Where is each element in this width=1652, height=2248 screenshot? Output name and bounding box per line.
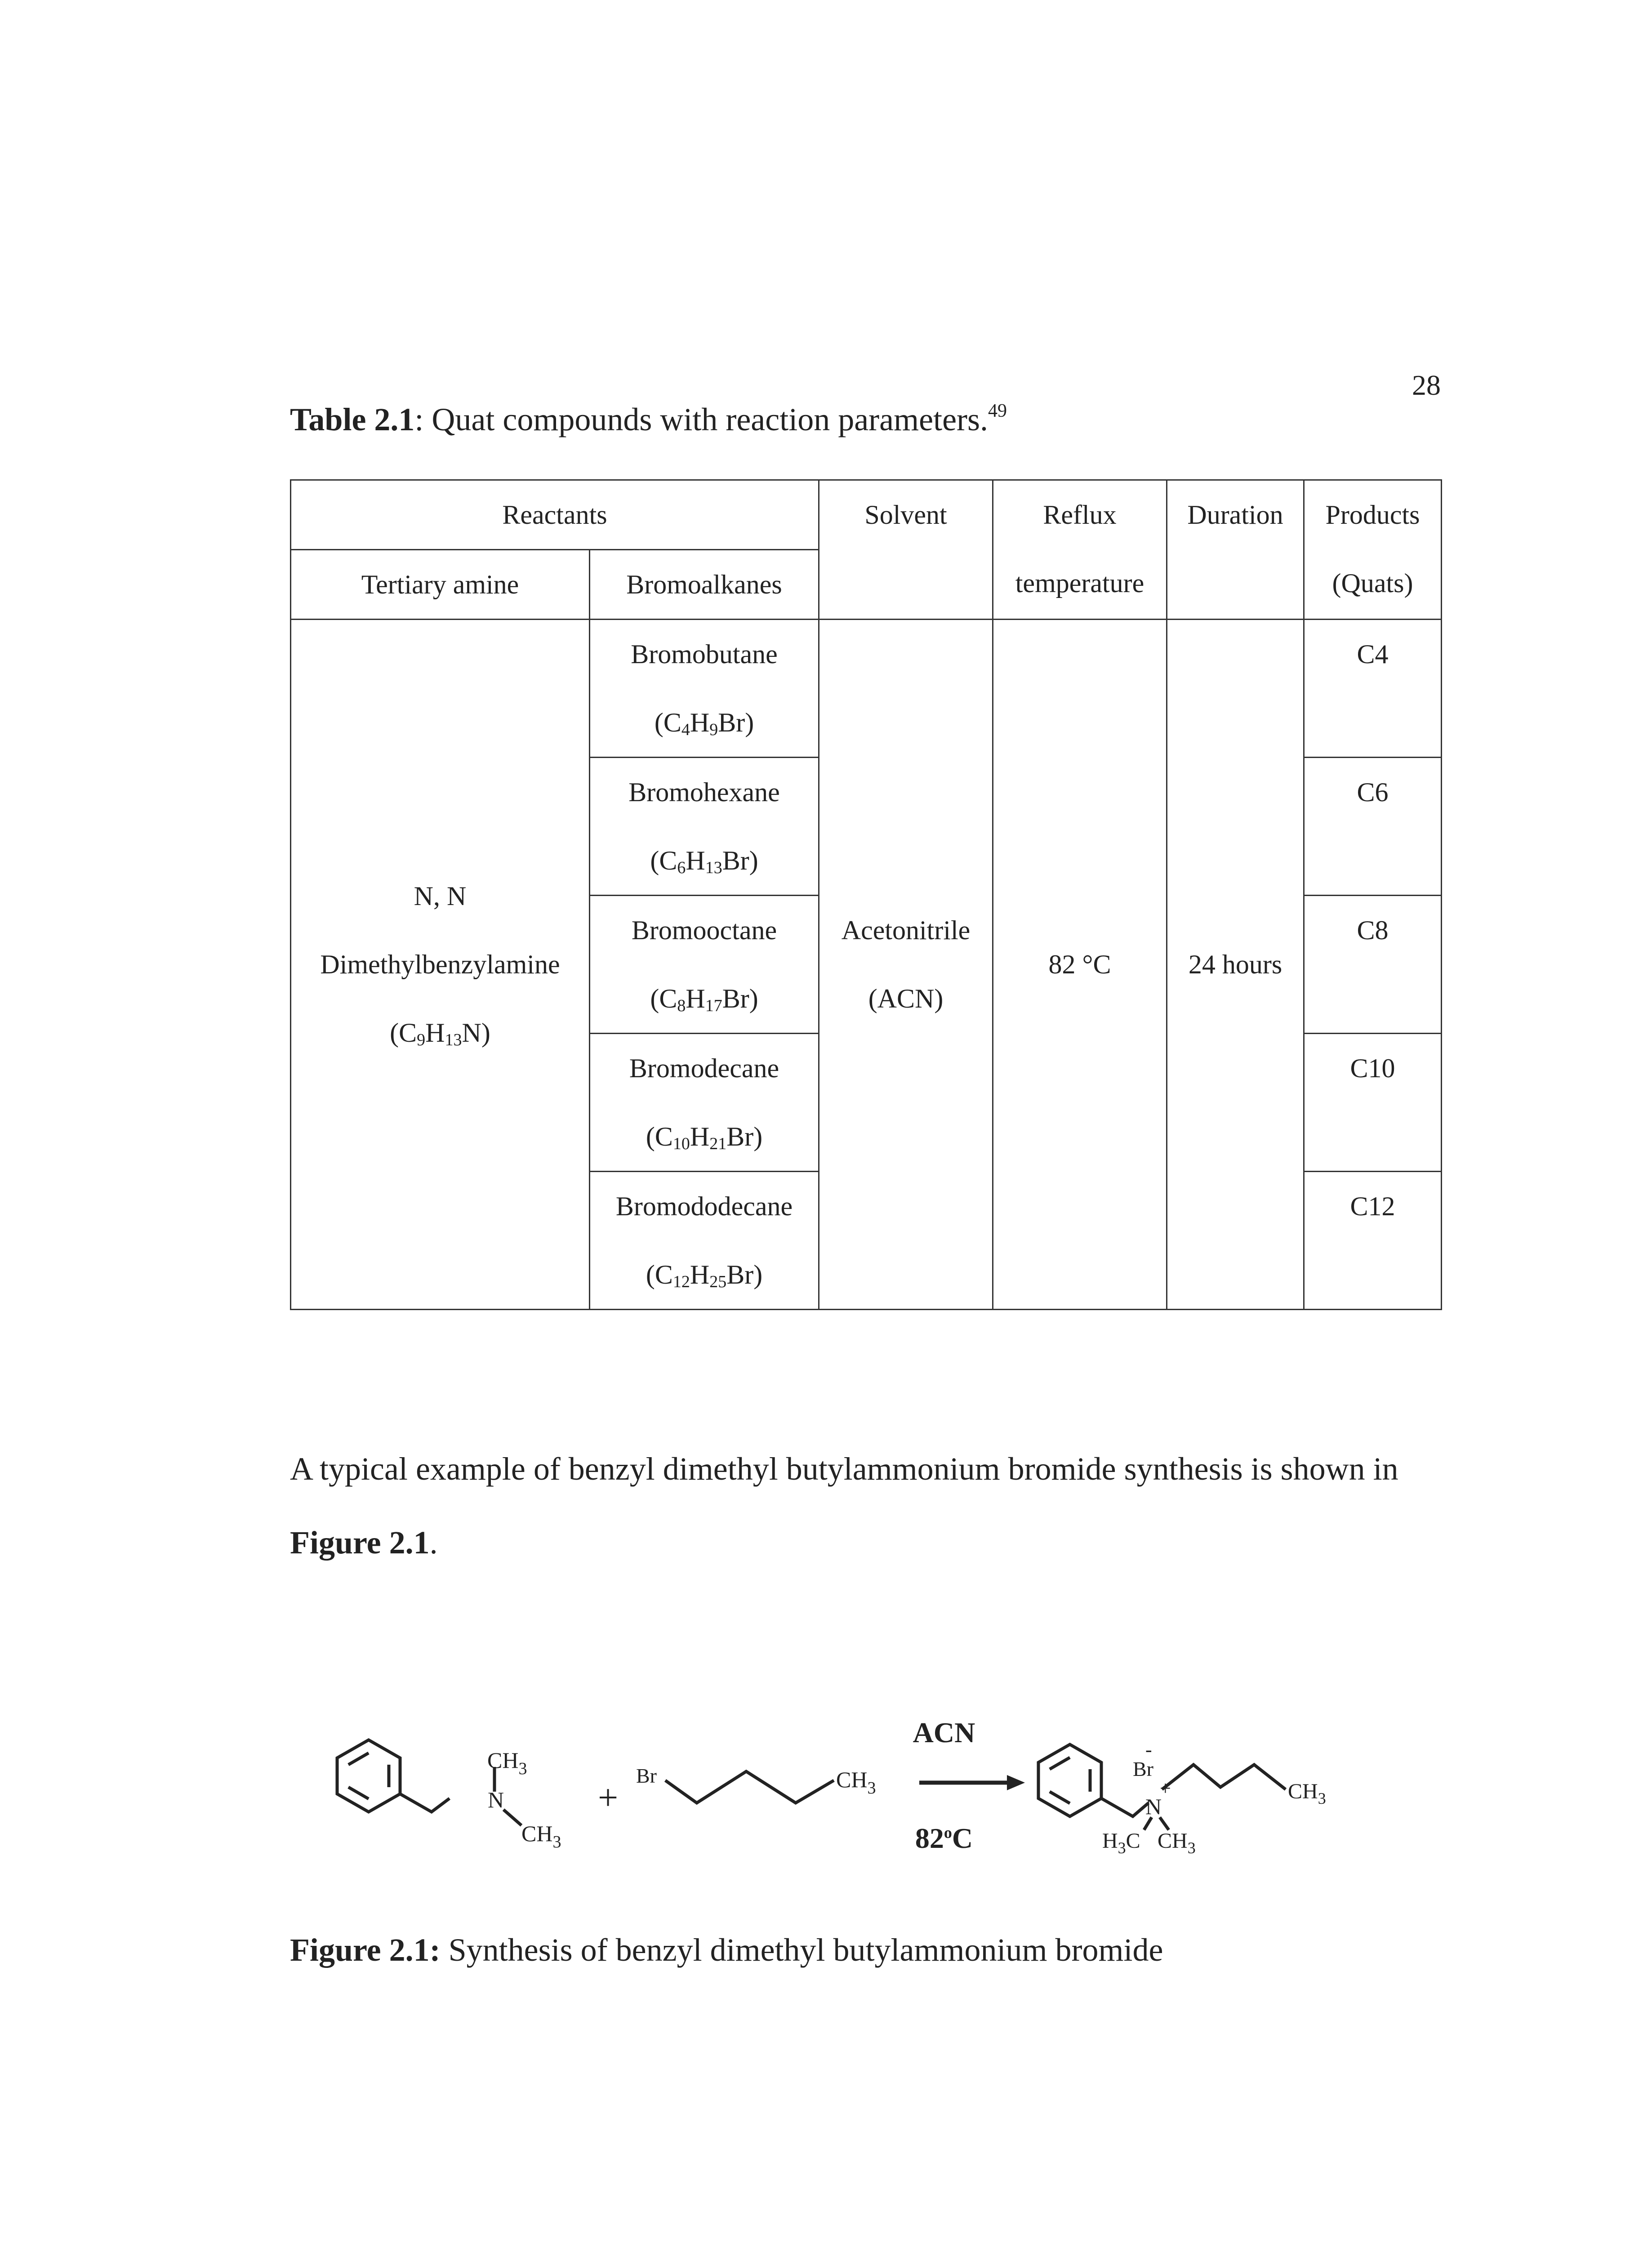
header-reactants: Reactants [291, 480, 819, 550]
negative-charge: - [1145, 1739, 1152, 1761]
plus-sign: + [598, 1778, 619, 1818]
product-cell: C4 [1304, 620, 1442, 758]
reaction-scheme [288, 1641, 1438, 1875]
positive-charge: + [1160, 1777, 1171, 1799]
amine-name-line1: N, N [414, 881, 467, 911]
figure-reference: Figure 2.1 [290, 1525, 430, 1561]
amine-name-line2: Dimethylbenzylamine [320, 950, 560, 979]
reflux-temperature-cell: 82 °C [993, 620, 1167, 1310]
solvent-cell: Acetonitrile (ACN) [819, 620, 993, 1310]
duration-cell: 24 hours [1167, 620, 1304, 1310]
body-paragraph [290, 1432, 1441, 1579]
table-caption-text: : Quat compounds with reaction parameters. [414, 401, 989, 437]
product-cell: C10 [1304, 1034, 1442, 1172]
reaction-parameters-table [290, 479, 1442, 1310]
bromoalkane-cell: Bromobutane $(C_4H_9Br)$ [590, 620, 819, 758]
bromoalkane-cell: Bromooctane $(C_8H_{17}Br)$ [590, 896, 819, 1034]
nitrogen-label: N [1145, 1794, 1162, 1819]
page-number: 28 [1412, 369, 1441, 401]
paragraph-line: A typical example of benzyl dimethyl butylammonium bromide synthesis is shown in [290, 1451, 1398, 1487]
ch3-label: $CH_3$ [521, 1821, 561, 1851]
benzene-ring [1038, 1744, 1101, 1816]
header-solvent: Solvent [819, 480, 993, 620]
butyl-chain [665, 1771, 834, 1803]
figure-label: Figure 2.1: [290, 1932, 441, 1968]
tertiary-amine-cell [291, 620, 590, 1310]
table-label: Table 2.1 [290, 401, 415, 437]
bromine-label: Br [636, 1764, 657, 1787]
header-bromoalkanes: Bromoalkanes [590, 550, 819, 620]
amine-formula: $(C_9H_{13}N)$ [390, 1018, 490, 1049]
h3c-label: $H_3C$ [1102, 1829, 1140, 1857]
ch3-label: $CH_3$ [836, 1767, 876, 1798]
product-cell: C6 [1304, 758, 1442, 896]
bromoalkane-cell: Bromododecane $(C_{12}H_{25}Br)$ [590, 1172, 819, 1310]
reaction-arrow [919, 1775, 1025, 1790]
figure-caption-text: Synthesis of benzyl dimethyl butylammonium bromide [440, 1932, 1163, 1968]
header-duration: Duration [1167, 480, 1304, 620]
figure-caption [290, 1913, 1441, 1987]
temperature-label: 82$^o$C [915, 1822, 973, 1854]
product-cell: C8 [1304, 896, 1442, 1034]
header-reflux-temperature: Reflux temperature [993, 480, 1167, 620]
ch3-label: $CH_3$ [1158, 1829, 1196, 1857]
table-caption [290, 400, 1007, 438]
citation-number: 49 [988, 401, 1007, 421]
bromoalkane-cell: Bromodecane $(C_{10}H_{21}Br)$ [590, 1034, 819, 1172]
ch3-label: $CH_3$ [487, 1748, 527, 1778]
reagent-label: ACN [913, 1717, 975, 1748]
bromide-label: Br [1133, 1757, 1153, 1780]
ch3-label: $CH_3$ [1288, 1780, 1326, 1807]
paragraph-line: Figure 2.1. [290, 1525, 438, 1561]
benzene-ring [337, 1740, 400, 1812]
product-bonds [1101, 1765, 1286, 1830]
header-products: Products (Quats) [1304, 480, 1442, 620]
header-tertiary-amine: Tertiary amine [291, 550, 590, 620]
bromoalkane-cell: Bromohexane $(C_6H_{13}Br)$ [590, 758, 819, 896]
product-cell: C12 [1304, 1172, 1442, 1310]
nitrogen-label: N [488, 1787, 504, 1812]
